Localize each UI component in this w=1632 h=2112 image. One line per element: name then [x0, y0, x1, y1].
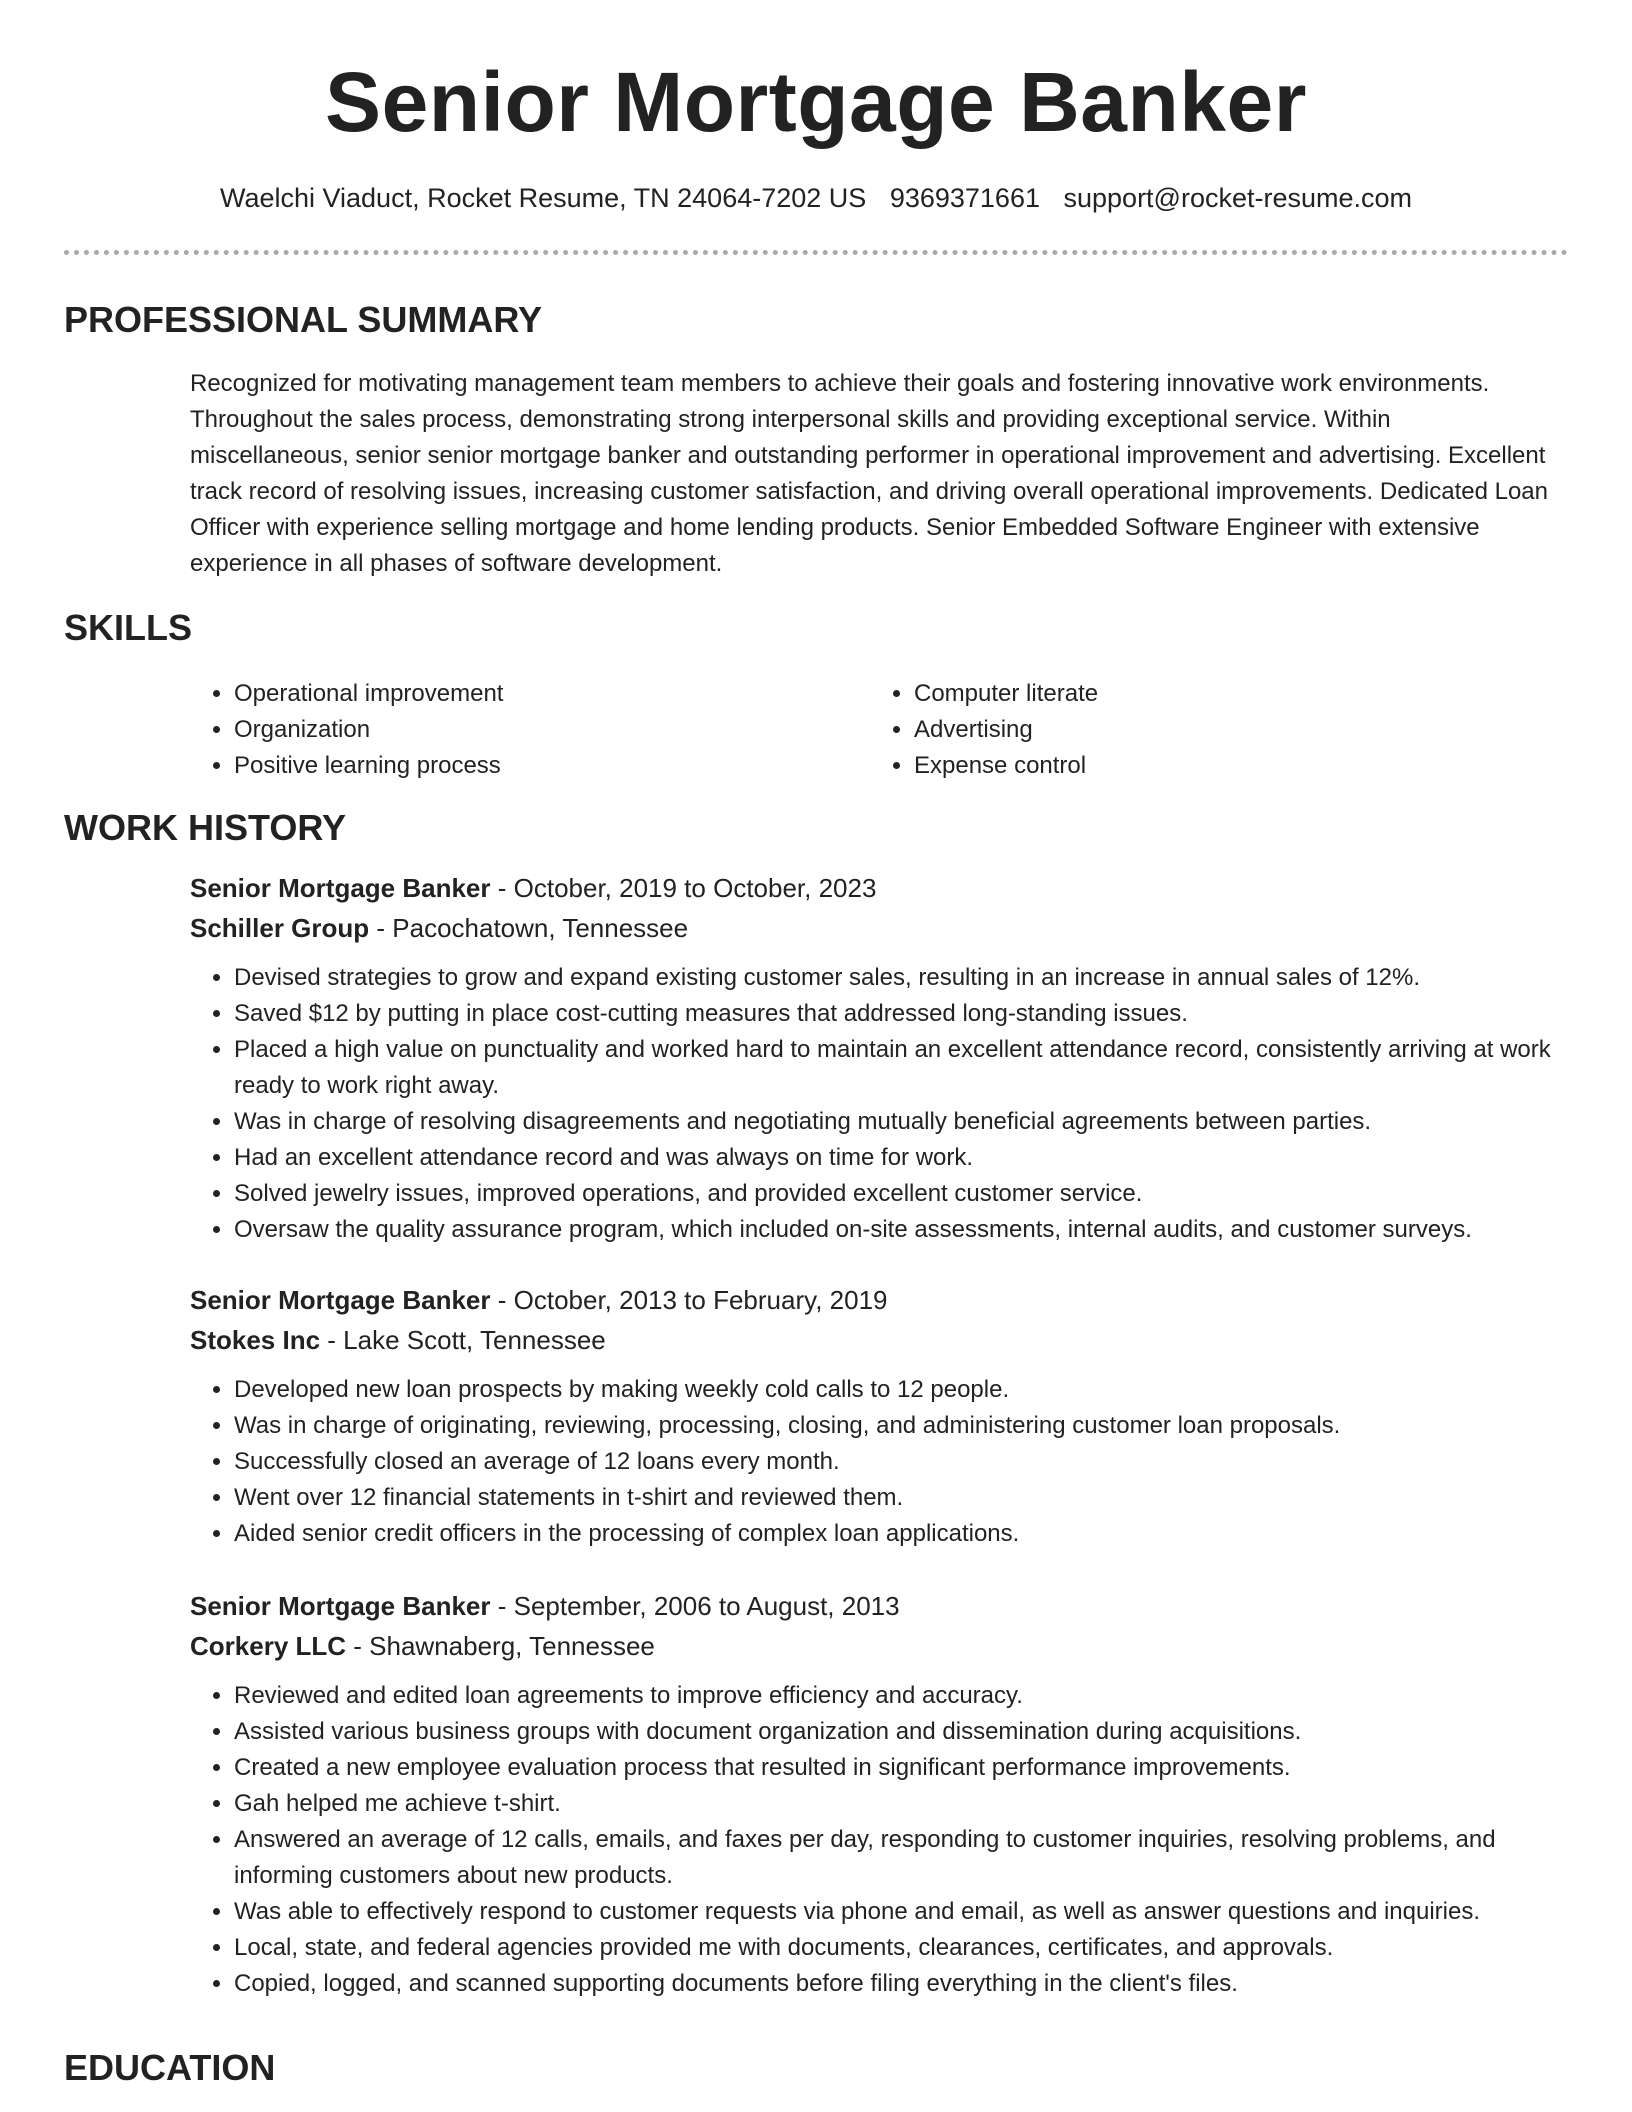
contact-email: support@rocket-resume.com: [1063, 183, 1413, 213]
job-bullet: • Answered an average of 12 calls, emails, and faxes per day, responding to customer inquiries, resolving problems, and informing customers about new products.: [234, 1822, 1570, 1894]
job-bullet: • Was in charge of resolving disagreements and negotiating mutually beneficial agreements between parties.: [234, 1104, 1570, 1140]
job-bullet: • Copied, logged, and scanned supporting documents before filing everything in the client's files.: [234, 1966, 1570, 2002]
job-bullet: • Local, state, and federal agencies provided me with documents, clearances, certificates, and approvals.: [234, 1930, 1570, 1966]
job-bullet: • Oversaw the quality assurance program, which included on-site assessments, internal audits, and customer surveys.: [234, 1212, 1570, 1248]
job-company-line: [190, 1320, 1570, 1360]
contact-address: Waelchi Viaduct, Rocket Resume, TN 24064-7202 US: [219, 183, 867, 213]
job-bullets: [190, 960, 1570, 1248]
job-bullet: • Placed a high value on punctuality and worked hard to maintain an excellent attendance record, consistently arriving at work ready to work right away.: [234, 1032, 1570, 1104]
contact-line: [0, 180, 1632, 216]
job-bullet: • Successfully closed an average of 12 loans every month.: [234, 1444, 1570, 1480]
job-role: Senior Mortgage Banker: [190, 1285, 491, 1315]
job-dates: - September, 2006 to August, 2013: [490, 1591, 900, 1621]
job-company: Schiller Group: [190, 913, 370, 943]
job-location: - Pacochatown, Tennessee: [369, 913, 689, 943]
job-location: - Shawnaberg, Tennessee: [346, 1631, 655, 1661]
job-bullet: • Had an excellent attendance record and was always on time for work.: [234, 1140, 1570, 1176]
job-bullet: • Aided senior credit officers in the processing of complex loan applications.: [234, 1516, 1570, 1552]
job-bullet: • Was able to effectively respond to customer requests via phone and email, as well as answer questions and inquiries.: [234, 1894, 1570, 1930]
header-divider: [64, 250, 1568, 255]
job-company: Corkery LLC: [190, 1631, 347, 1661]
work-history-heading: WORK HISTORY: [64, 807, 347, 848]
job-bullet: • Was in charge of originating, reviewing, processing, closing, and administering customer loan proposals.: [234, 1408, 1570, 1444]
job-dates: - October, 2013 to February, 2019: [490, 1285, 888, 1315]
job-bullet: • Reviewed and edited loan agreements to improve efficiency and accuracy.: [234, 1678, 1570, 1714]
job-title-line: [190, 868, 1570, 908]
job-bullet: • Assisted various business groups with document organization and dissemination during acquisitions.: [234, 1714, 1570, 1750]
skill-item: • Operational improvement: [234, 676, 503, 712]
job-entry: [190, 868, 1570, 1248]
contact-phone: 9369371661: [889, 183, 1040, 213]
job-dates: - October, 2019 to October, 2023: [490, 873, 877, 903]
skills-column-left: [190, 676, 503, 784]
job-bullet: • Gah helped me achieve t-shirt.: [234, 1786, 1570, 1822]
summary-text: Recognized for motivating management team members to achieve their goals and fostering innovative work environments. Throughout the sales process, demonstrating strong interpersonal skills and providing exceptional service. Within miscellaneous, senior senior mortgage banker and outstanding performer in operational improvement and advertising. Excellent track record of resolving issues, increasing customer satisfaction, and driving overall operational improvements. Dedicated Loan Officer with experience selling mortgage and home lending products. Senior Embedded Software Engineer with extensive experience in all phases of software development.: [190, 370, 1549, 577]
job-role: Senior Mortgage Banker: [190, 1591, 491, 1621]
job-bullet: • Solved jewelry issues, improved operations, and provided excellent customer service.: [234, 1176, 1570, 1212]
job-bullet: • Went over 12 financial statements in t-shirt and reviewed them.: [234, 1480, 1570, 1516]
job-role: Senior Mortgage Banker: [190, 873, 491, 903]
job-title-line: [190, 1280, 1570, 1320]
job-company-line: [190, 1626, 1570, 1666]
skill-item: • Positive learning process: [234, 748, 503, 784]
skills-column-right: [870, 676, 1098, 784]
job-bullet: • Created a new employee evaluation process that resulted in significant performance improvements.: [234, 1750, 1570, 1786]
skill-item: • Computer literate: [914, 676, 1098, 712]
job-bullet: • Developed new loan prospects by making weekly cold calls to 12 people.: [234, 1372, 1570, 1408]
education-heading: EDUCATION: [64, 2047, 276, 2088]
job-company-line: [190, 908, 1570, 948]
skills-list: [190, 676, 1550, 786]
skills-heading: SKILLS: [64, 607, 193, 648]
summary-heading: PROFESSIONAL SUMMARY: [64, 299, 543, 340]
skill-item: • Expense control: [914, 748, 1098, 784]
job-entry: [190, 1280, 1570, 1552]
job-bullet: • Saved $12 by putting in place cost-cutting measures that addressed long-standing issues.: [234, 996, 1570, 1032]
skill-item: • Organization: [234, 712, 503, 748]
job-location: - Lake Scott, Tennessee: [320, 1325, 606, 1355]
resume-name: Senior Mortgage Banker: [325, 55, 1307, 149]
job-bullets: [190, 1678, 1570, 2002]
job-entry: [190, 1586, 1570, 2002]
job-bullets: [190, 1372, 1570, 1552]
job-company: Stokes Inc: [190, 1325, 321, 1355]
job-title-line: [190, 1586, 1570, 1626]
job-bullet: • Devised strategies to grow and expand existing customer sales, resulting in an increase in annual sales of 12%.: [234, 960, 1570, 996]
skill-item: • Advertising: [914, 712, 1098, 748]
